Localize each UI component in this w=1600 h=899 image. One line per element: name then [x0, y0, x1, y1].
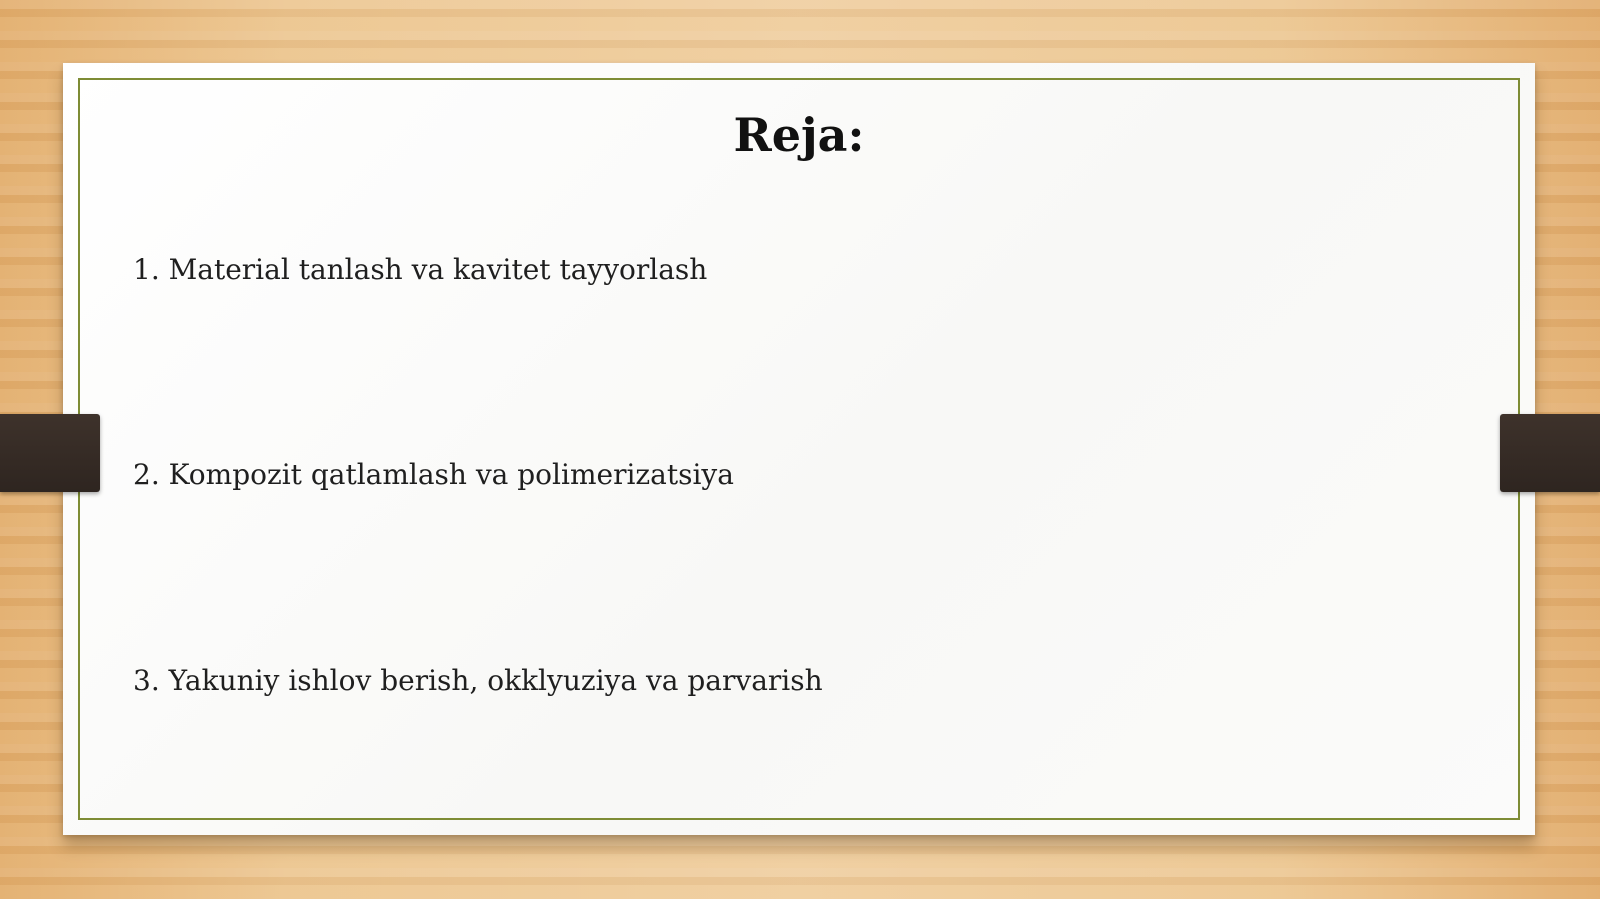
board-frame-border	[78, 78, 1520, 820]
slide-title-text: Reja:	[733, 108, 865, 162]
plan-item-3: 3. Yakuniy ishlov berish, okklyuziya va parvarish	[133, 664, 823, 697]
slide-title	[63, 105, 1535, 165]
right-binder-tab	[1500, 414, 1600, 492]
left-binder-tab	[0, 414, 100, 492]
plan-item-2: 2. Kompozit qatlamlash va polimerizatsiya	[133, 458, 734, 491]
slide-board	[63, 63, 1535, 835]
plan-item-1: 1. Material tanlash va kavitet tayyorlash	[133, 253, 708, 286]
